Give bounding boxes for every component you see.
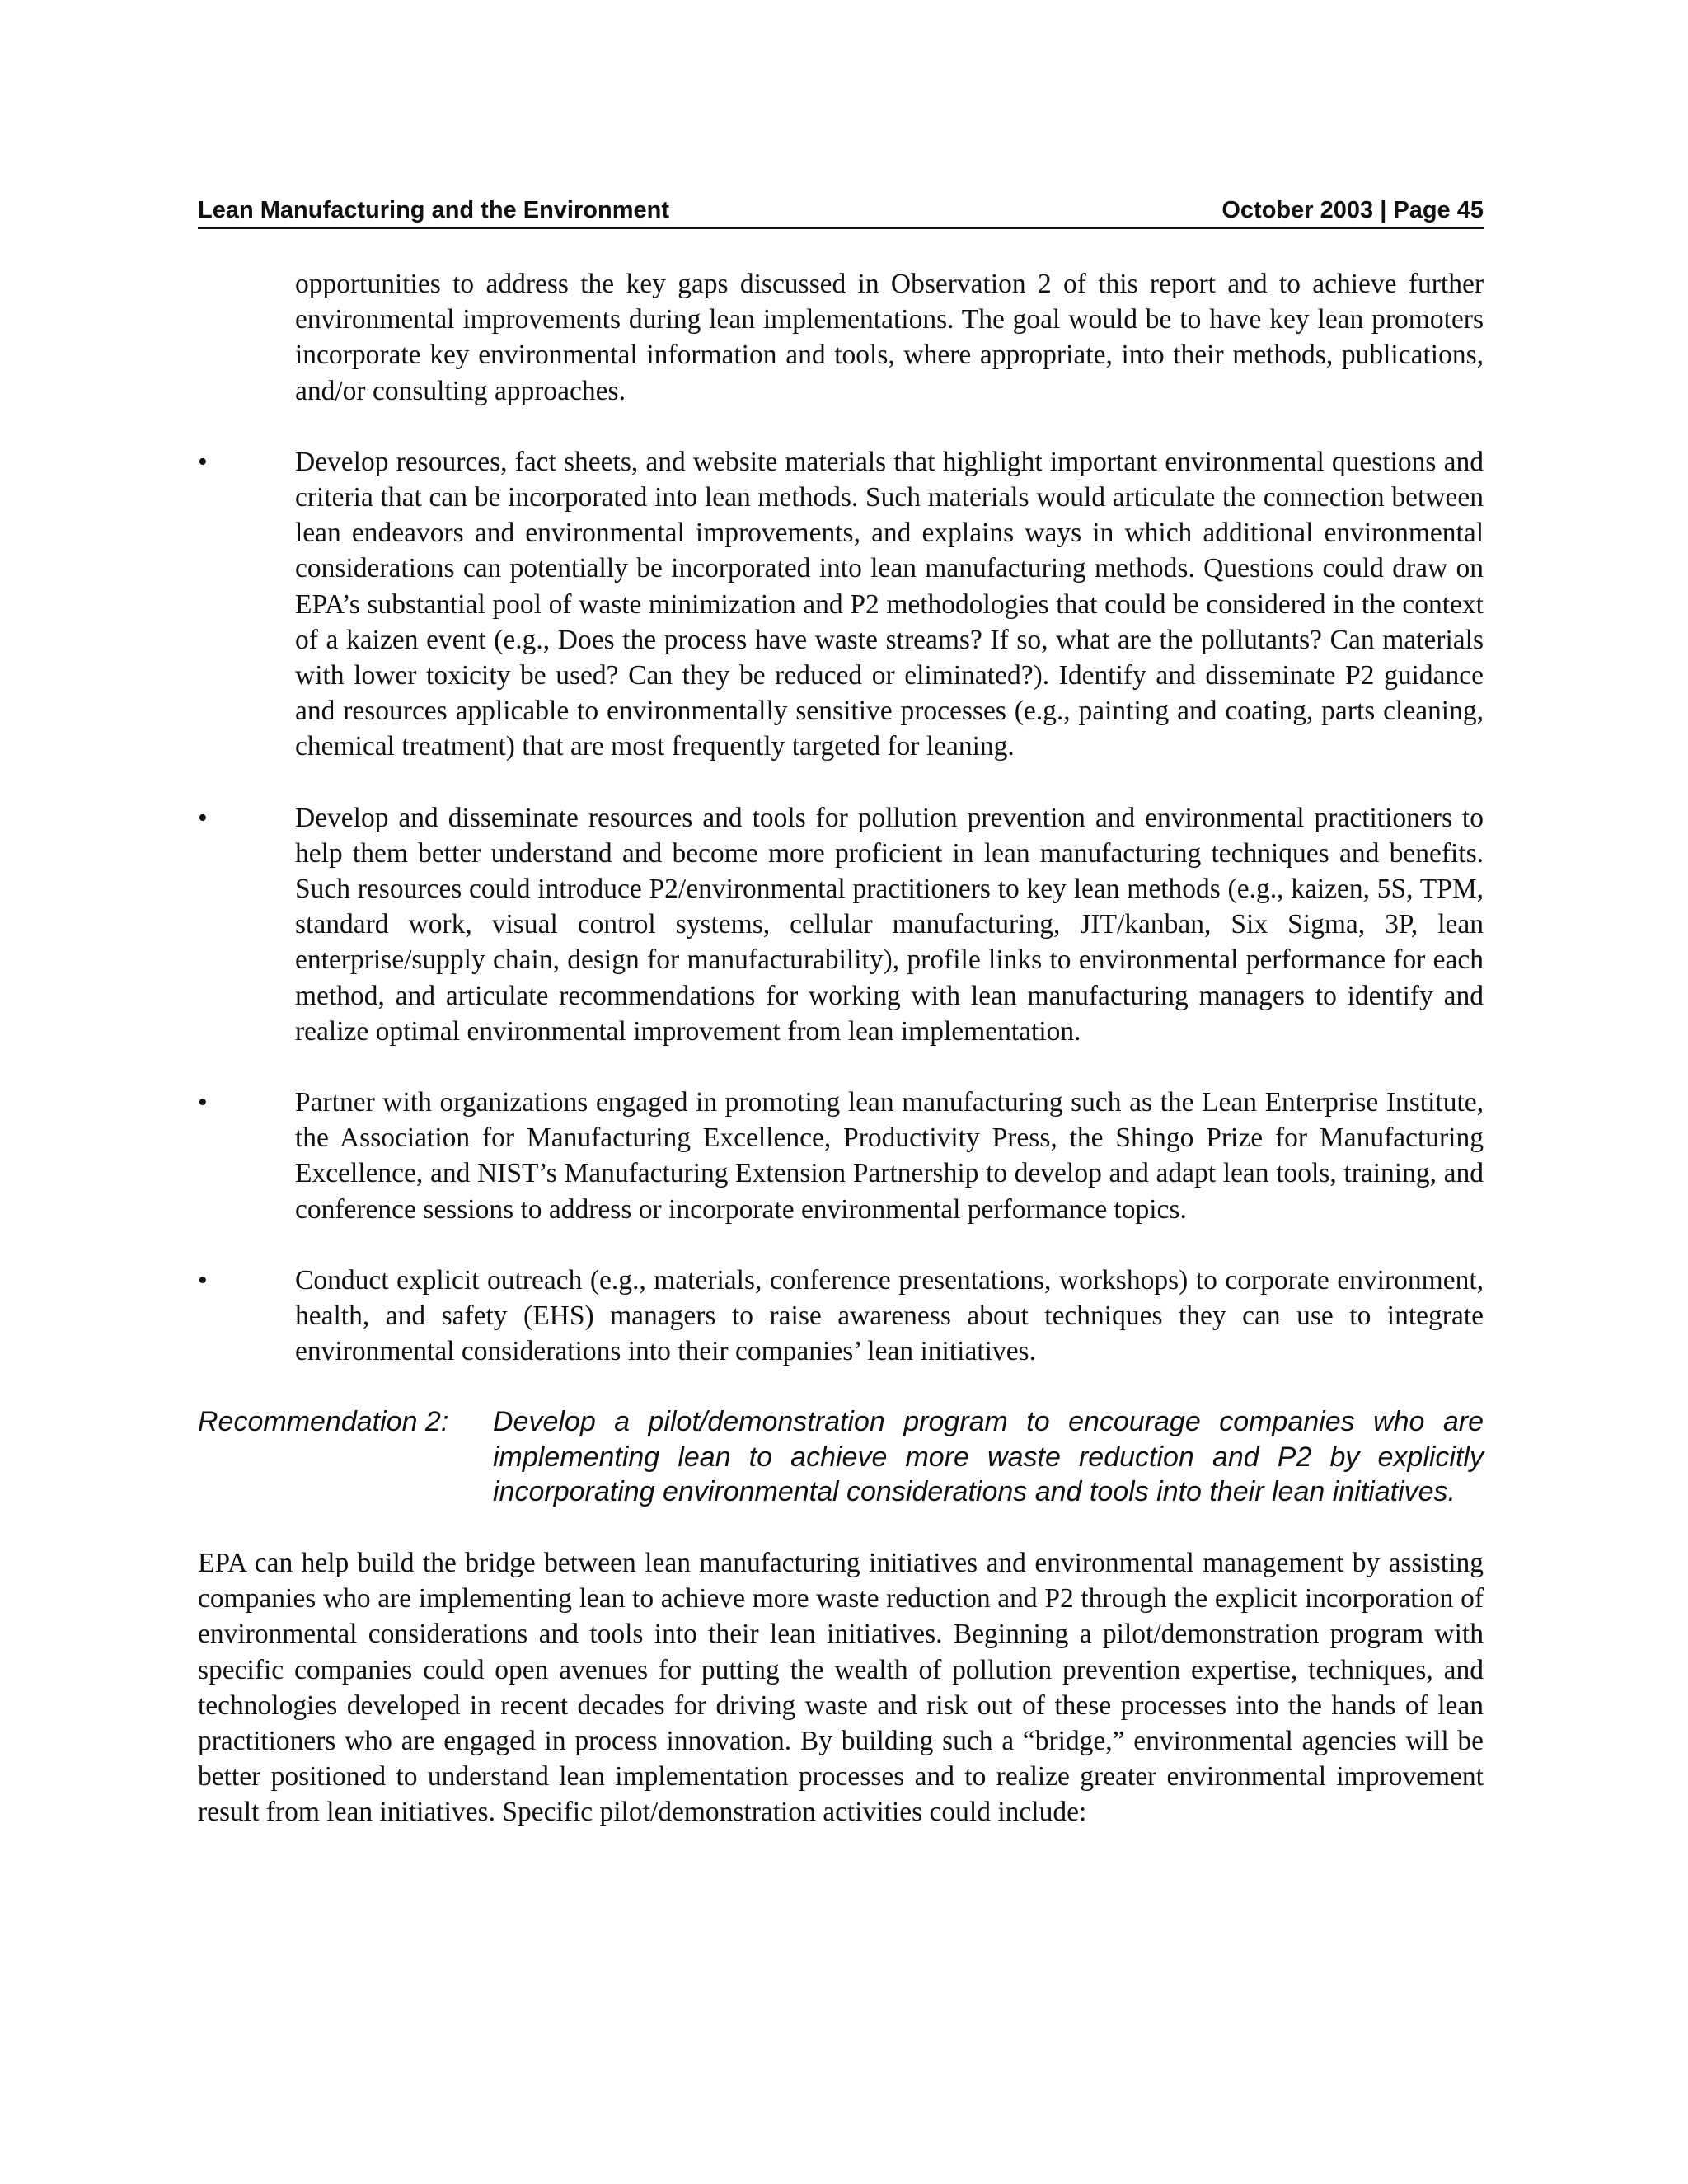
- bullet-marker: •: [198, 802, 208, 833]
- bullet-item: [198, 800, 1484, 1049]
- bullet-marker: •: [198, 446, 208, 477]
- bullet-item: [198, 1085, 1484, 1227]
- header-title: Lean Manufacturing and the Environment: [198, 197, 669, 223]
- bullet-marker: •: [198, 1264, 208, 1296]
- body-paragraph: EPA can help build the bridge between lean manufacturing initiatives and environmental management by assisting companies who are implementing lean to achieve more waste reduction and P2 through the explicit incorporation of environmental considerations and tools into their lean initiatives. Beginning a pilot/demonstration program with specific companies could open avenues for putting the wealth of pollution prevention expertise, techniques, and technologies developed in recent decades for driving waste and risk out of these processes into the hands of lean practitioners who are engaged in process innovation. By building such a “bridge,” environmental agencies will be better positioned to understand lean implementation processes and to realize greater environmental improvement result from lean initiatives. Specific pilot/demonstration activities could include:: [198, 1547, 1484, 1828]
- recommendation-block: [198, 1404, 1484, 1510]
- header-spacer: [198, 229, 1484, 266]
- header-date-page: October 2003 | Page 45: [1221, 197, 1484, 223]
- bullet-text: Develop resources, fact sheets, and website materials that highlight important environmental questions and criteria that can be incorporated into lean methods. Such materials would articulate the connection between lean endeavors and environmental improvements, and explains ways in which additional environmental considerations can potentially be incorporated into lean manufacturing methods. Questions could draw on EPA’s substantial pool of waste minimization and P2 methodologies that could be considered in the context of a kaizen event (e.g., Does the process have waste streams? If so, what are the pollutants? Can materials with lower toxicity be used? Can they be reduced or eliminated?). Identify and disseminate P2 guidance and resources applicable to environmentally sensitive processes (e.g., painting and coating, parts cleaning, chemical treatment) that are most frequently targeted for leaning.: [295, 446, 1484, 762]
- bullet-text: Develop and disseminate resources and tools for pollution prevention and environmental practitioners to help them better understand and become more proficient in lean manufacturing techniques and benefits. Such resources could introduce P2/environmental practitioners to key lean methods (e.g., kaizen, 5S, TPM, standard work, visual control systems, cellular manufacturing, JIT/kanban, Six Sigma, 3P, lean enterprise/supply chain, design for manufacturability), profile links to environmental performance for each method, and articulate recommendations for working with lean manufacturing managers to identify and realize optimal environmental improvement from lean implementation.: [295, 802, 1484, 1047]
- bullet-item: [198, 444, 1484, 765]
- bullet-item: [198, 1263, 1484, 1370]
- bullet-text: Partner with organizations engaged in promoting lean manufacturing such as the Lean Enterprise Institute, the Association for Manufacturing Excellence, Productivity Press, the Shingo Prize for Manufacturing Excellence, and NIST’s Manufacturing Extension Partnership to develop and adapt lean tools, training, and conference sessions to address or incorporate environmental performance topics.: [295, 1087, 1484, 1225]
- bullet-list: [198, 444, 1484, 1370]
- document-page: [198, 196, 1484, 1830]
- bullet-text: Conduct explicit outreach (e.g., materials, conference presentations, workshops) to corporate environment, health, and safety (EHS) managers to raise awareness about techniques they can use to integrate environmental considerations into their companies’ lean initiatives.: [295, 1264, 1484, 1367]
- continuation-paragraph: opportunities to address the key gaps discussed in Observation 2 of this report and to achieve further environmental improvements during lean implementations. The goal would be to have key lean promoters incorporate key environmental information and tools, where appropriate, into their methods, publications, and/or consulting approaches.: [295, 269, 1484, 406]
- running-header: [198, 196, 1484, 229]
- recommendation-label: Recommendation 2:: [198, 1406, 449, 1438]
- recommendation-text: Develop a pilot/demonstration program to encourage companies who are implementing lean to achieve more waste reduction and P2 by explicitly incorporating environmental considerations and tools into their lean initiatives.: [493, 1406, 1484, 1508]
- bullet-marker: •: [198, 1087, 208, 1118]
